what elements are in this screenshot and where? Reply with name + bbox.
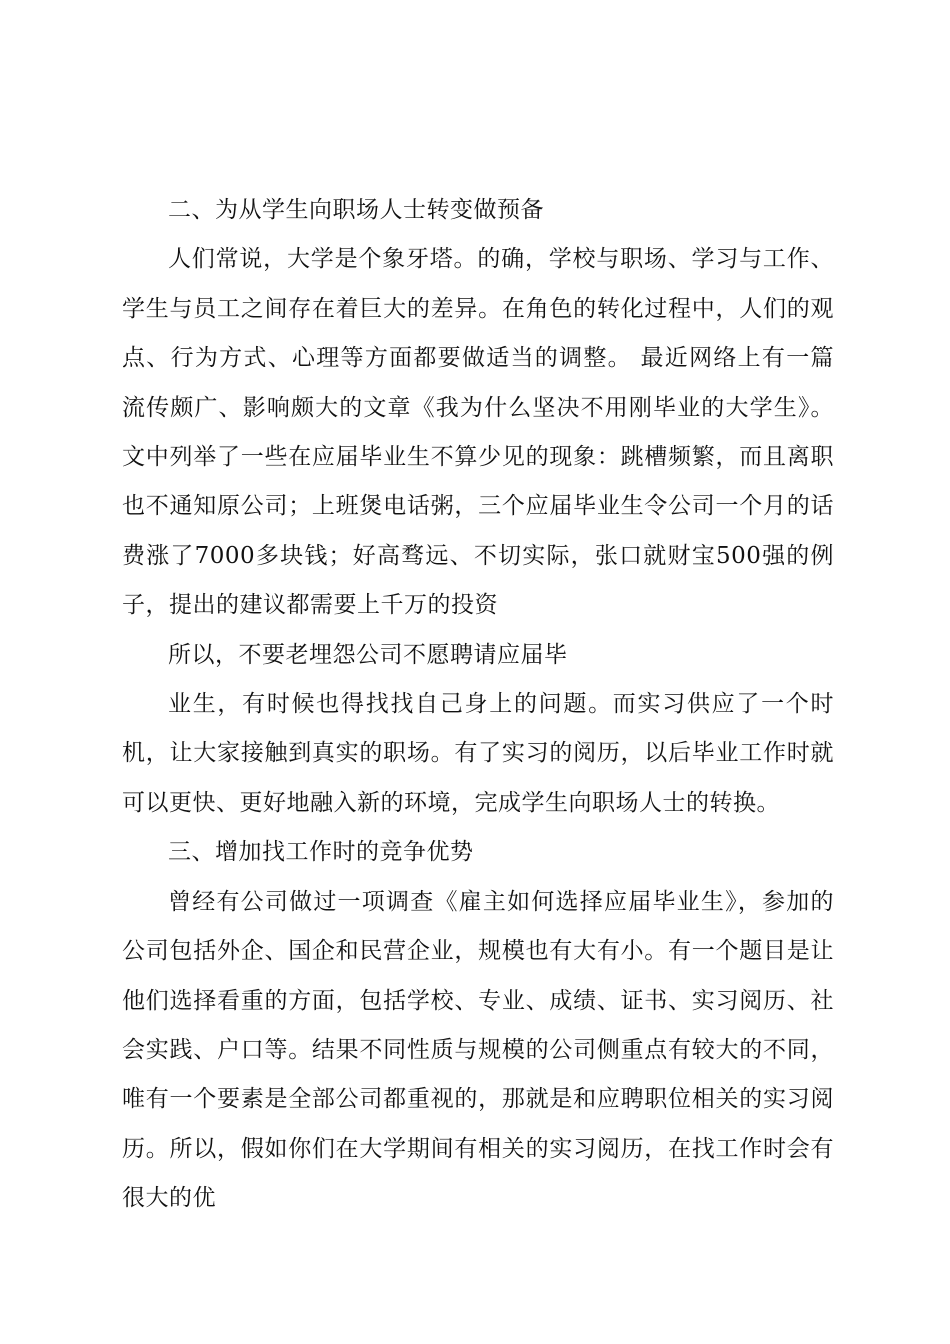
section-heading-three: 三、增加找工作时的竞争优势	[168, 839, 474, 866]
paragraph-employer-survey: 曾经有公司做过一项调查《雇主如何选择应届毕业生》，参加的公司包括外企、国企和民营企业，规模也有大有小。有一个题目是让他们选择看重的方面，包括学校、专业、成绩、证书、实习阅历、社会实践、户口等。结果不同性质与规模的公司侧重点有较大的不同，唯有一个要素是全部公司都重视的，那就是和应聘职位相关的实习阅历。所以，假如你们在大学期间有相关的实习阅历，在找工作时会有很大的优	[122, 888, 834, 1212]
paragraph-internship-opportunity: 业生，有时候也得找找自己身上的问题。而实习供应了一个时机，让大家接触到真实的职场。有了实习的阅历，以后毕业工作时就可以更快、更好地融入新的环境，完成学生向职场人士的转换。	[122, 691, 834, 816]
paragraph-dont-complain: 所以，不要老埋怨公司不愿聘请应届毕	[168, 641, 568, 668]
paragraph-ivory-tower: 人们常说，大学是个象牙塔。的确，学校与职场、学习与工作、学生与员工之间存在着巨大的差异。在角色的转化过程中，人们的观点、行为方式、心理等方面都要做适当的调整。 最近网络上有一篇流传颇广、影响颇大的文章《我为什么坚决不用刚毕业的大学生》。文中列举了一些在应届毕业生不算少见的现象：跳槽频繁，而且离职也不通知原公司；上班煲电话粥，三个应届毕业生令公司一个月的话费涨了7000多块钱；好高骛远、不切实际，张口就财宝500强的例子，提出的建议都需要上千万的投资	[122, 246, 834, 619]
section-heading-two: 二、为从学生向职场人士转变做预备	[168, 197, 544, 223]
document-body	[122, 186, 834, 1224]
